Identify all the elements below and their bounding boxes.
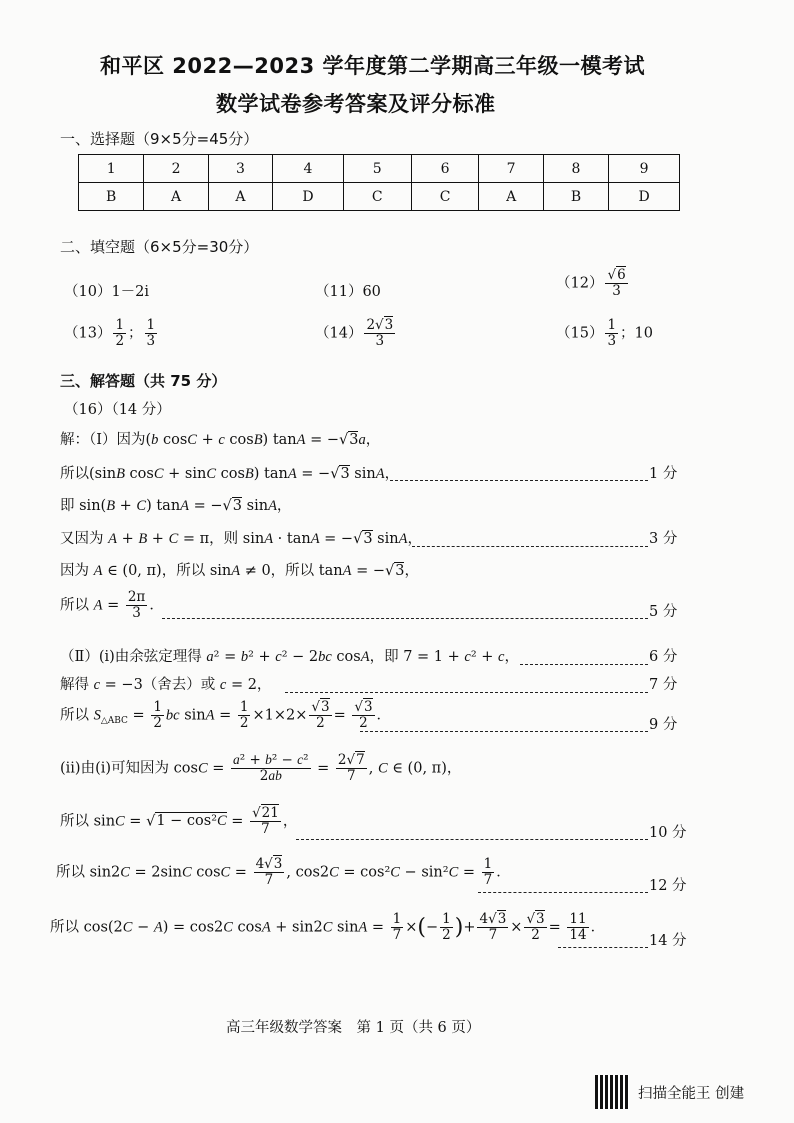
- score-label: 1 分: [649, 466, 678, 482]
- table-cell: 7: [479, 155, 543, 183]
- table-cell: 8: [543, 155, 608, 183]
- table-cell: 2: [144, 155, 208, 183]
- solution-line: 所以(sinB cosC + sinC cosB) tanA = −√3 sinA，: [60, 466, 400, 482]
- score-label: 12 分: [649, 878, 687, 894]
- solution-line: 所以 cos(2C − A) = cos2C cosA + sin2C sinA = $\frac{1}{7}$ ×(− $\frac{1}{2}$ )+ $\frac{4√3}{7}$ × $\frac{√3}{2}$ = $\frac{11}{14}$ ．: [50, 911, 606, 943]
- score-label: 3 分: [649, 531, 678, 547]
- solution-line: 所以 sinC = √1 − cos²C = $\frac{√21}{7}$ ，: [60, 805, 298, 837]
- scanner-watermark: 扫描全能王 创建: [638, 1086, 745, 1102]
- solution-line: 所以 $S_{\triangle ABC}$ = $\frac{1}{2}$ bc sinA = $\frac{1}{2}$ ×1×2× $\frac{√3}{2}$ = $\frac{√3}{2}$ ．: [60, 699, 392, 731]
- table-cell: 6: [411, 155, 479, 183]
- answer-label: （12）: [556, 275, 604, 292]
- score-label: 5 分: [649, 604, 678, 620]
- table-cell: 5: [343, 155, 411, 183]
- table-cell: C: [343, 183, 411, 211]
- answer-15-tail: ；10: [620, 325, 653, 342]
- solution-line: 所以 sin2C = 2sinC cosC = $\frac{4√3}{7}$ , cos2C = cos²C − sin²C = $\frac{1}{7}$ ．: [56, 856, 511, 888]
- score-label: 10 分: [649, 825, 687, 841]
- table-cell: 9: [609, 155, 680, 183]
- table-cell: B: [543, 183, 608, 211]
- answer-14: （14） $\frac{2√3}{3}$: [315, 317, 394, 349]
- section-fill-heading: 二、填空题（6×5分=30分）: [60, 238, 259, 256]
- section-choice-heading: 一、选择题（9×5分=45分）: [60, 130, 259, 148]
- table-cell: D: [273, 183, 344, 211]
- answer-10: （10）1－2i: [64, 284, 150, 300]
- solution-line: 解得 c = −3（舍去）或 c = 2，: [60, 677, 272, 693]
- table-cell: D: [609, 183, 680, 211]
- solution-line: （Ⅱ）(i)由余弦定理得 a² = b² + c² − 2bc cosA，即 7 = 1 + c² + c，: [60, 649, 519, 665]
- table-cell: 1: [79, 155, 144, 183]
- answer-15: （15） $\frac{1}{3}$ ；10: [556, 317, 653, 349]
- answer-12: （12） $\frac{√6}{3}$: [556, 267, 626, 299]
- answer-11: （11）60: [315, 284, 381, 300]
- solution-line: 又因为 A + B + C = π，则 sinA · tanA = −√3 sinA，: [60, 531, 422, 547]
- page-title: 和平区 2022—2023 学年度第二学期高三年级一模考试: [100, 54, 646, 78]
- table-cell: C: [411, 183, 479, 211]
- table-cell: 4: [273, 155, 344, 183]
- solution-line: 因为 A ∈ (0, π)，所以 sinA ≠ 0，所以 tanA = −√3，: [60, 563, 419, 579]
- answer-label: （13）: [64, 325, 112, 342]
- solution-line: 即 sin(B + C) tanA = −√3 sinA，: [60, 498, 292, 514]
- table-row-answers: [79, 183, 680, 211]
- qr-code-icon: [595, 1075, 629, 1109]
- table-cell: 3: [208, 155, 272, 183]
- answer-table: [78, 154, 680, 211]
- table-cell: B: [79, 183, 144, 211]
- separator: ；: [128, 325, 143, 342]
- score-label: 14 分: [649, 933, 687, 949]
- answer-label: （15）: [556, 325, 604, 342]
- answer-13: （13） $\frac{1}{2}$ ； $\frac{1}{3}$: [64, 317, 156, 349]
- score-label: 9 分: [649, 717, 678, 733]
- table-cell: A: [479, 183, 543, 211]
- page-subtitle: 数学试卷参考答案及评分标准: [216, 92, 496, 116]
- page-footer: 高三年级数学答案 第 1 页（共 6 页）: [226, 1020, 481, 1036]
- section-solve-heading: 三、解答题（共 75 分）: [60, 372, 227, 390]
- table-row-numbers: [79, 155, 680, 183]
- solution-line: 解：（Ⅰ）因为(b cosC + c cosB) tanA = −√3a，: [60, 432, 381, 448]
- table-cell: A: [144, 183, 208, 211]
- answer-label: （14）: [315, 325, 363, 342]
- solution-line: (ii)由(i)可知因为 cosC = $\frac{\text{a² + b² − c²}}{2ab}$ = $\frac{2√7}{7}$ , C ∈ (0, π)，: [60, 752, 462, 784]
- question-16-heading: （16）（14 分）: [64, 402, 171, 418]
- score-label: 7 分: [649, 677, 678, 693]
- score-label: 6 分: [649, 649, 678, 665]
- table-cell: A: [208, 183, 272, 211]
- solution-line: 所以 A = $\frac{2\pi}{3}$ ．: [60, 589, 164, 621]
